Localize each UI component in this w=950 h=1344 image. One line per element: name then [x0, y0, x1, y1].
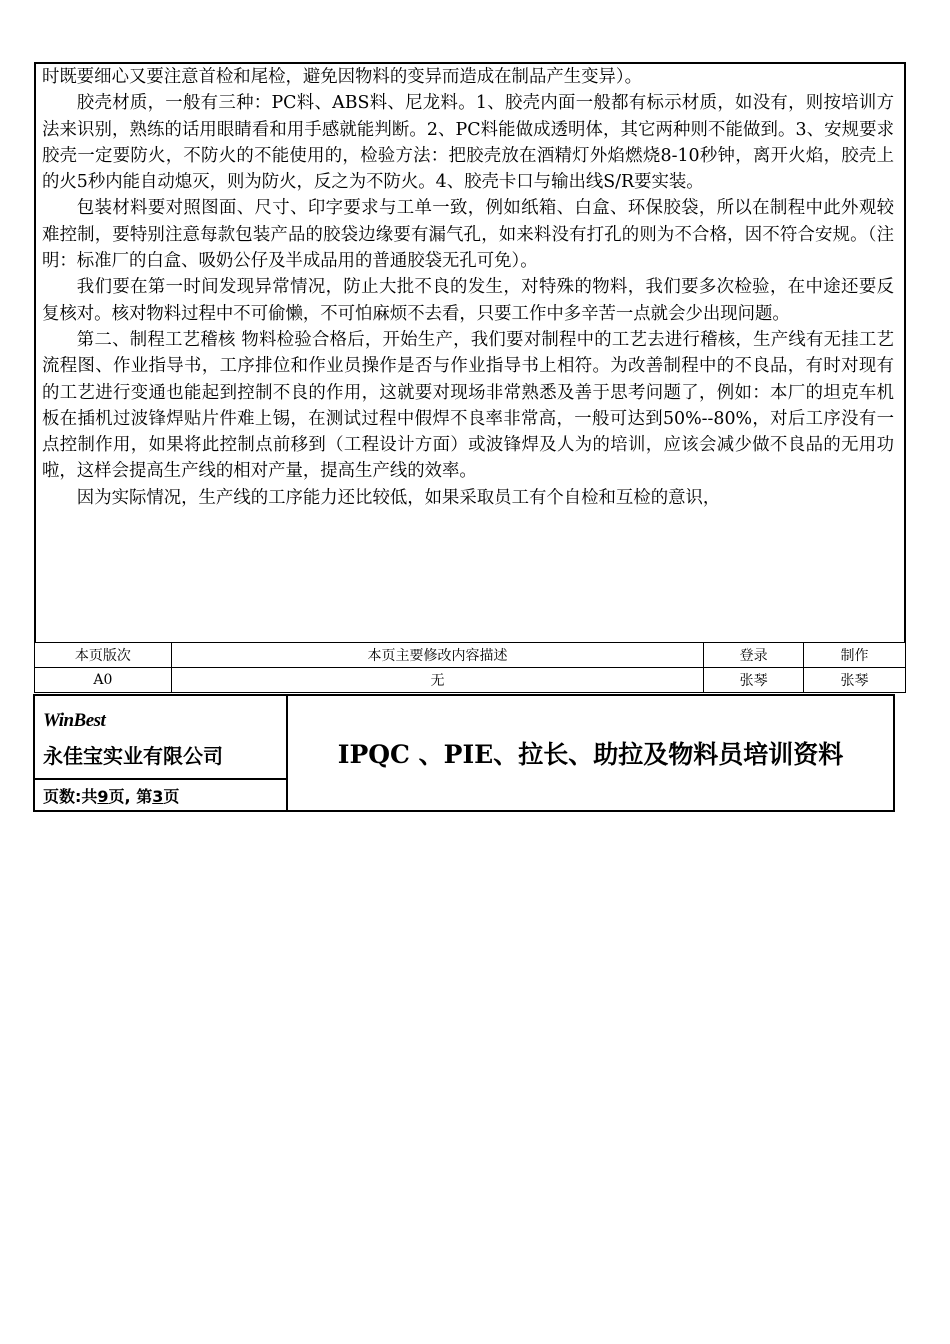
- page-total: 9: [97, 787, 109, 806]
- footer-box: [33, 694, 895, 812]
- paragraph: 包装材料要对照图面、尺寸、印字要求与工单一致，例如纸箱、白盒、环保胶袋，所以在制程中此外观较难控制，要特别注意每款包装产品的胶袋边缘要有漏气孔，如来料没有打孔的则为不合格，因不符合安规。（注明：标准厂的白盒、吸奶公仔及半成品用的普通胶袋无孔可免）。: [42, 198, 894, 272]
- table-row: [35, 668, 906, 693]
- table-header-row: [35, 643, 906, 668]
- header-cell-description: 本页主要修改内容描述: [171, 643, 703, 668]
- page-current: 3: [152, 787, 164, 806]
- company-name: 永佳宝实业有限公司: [43, 744, 223, 768]
- document-title: IPQC 、PIE、拉长、助拉及物料员培训资料: [337, 740, 844, 769]
- cell-registered: 张琴: [704, 668, 804, 693]
- page-count-prefix: 页数:共: [43, 787, 98, 806]
- document-body: [34, 62, 906, 642]
- paragraph: 时既要细心又要注意首检和尾检，避免因物料的变异而造成在制品产生变异）。: [42, 67, 642, 87]
- cell-description: 无: [171, 668, 703, 693]
- page-count-mid: 页, 第: [108, 787, 153, 806]
- paragraph: 第二、制程工艺稽核 物料检验合格后，开始生产，我们要对制程中的工艺去进行稽核，生产线有无挂工艺流程图、作业指导书，工序排位和作业员操作是否与作业指导书上相符。为改善制程中的不良品，有时对现有的工艺进行变通也能起到控制不良的作用，这就要对现场非常熟悉及善于思考问题了，例如：本厂的坦克车机板在插机过波锋焊贴片件难上锡，在测试过程中假焊不良率非常高，一般可达到50%--80%，对后工序没有一点控制作用，如果将此控制点前移到（工程设计方面）或波锋焊及人为的培训，应该会减少做不良品的无用功啦，这样会提高生产线的相对产量，提高生产线的效率。: [42, 329, 894, 482]
- cell-author: 张琴: [804, 668, 906, 693]
- company-logo: WinBest: [43, 710, 106, 731]
- divider: [35, 778, 286, 780]
- paragraph: 胶壳材质，一般有三种：PC料、ABS料、尼龙料。1、胶壳内面一般都有标示材质，如没有，则按培训方法来识别，熟练的话用眼睛看和用手感就能判断。2、PC料能做成透明体，其它两种则不能做到。3、安规要求胶壳一定要防火，不防火的不能使用的，检验方法：把胶壳放在酒精灯外焰燃烧8-10秒钟，离开火焰，胶壳上的火5秒内能自动熄灭，则为防火，反之为不防火。4、胶壳卡口与输出线S/R要实装。: [42, 93, 894, 193]
- header-cell-version: 本页版次: [35, 643, 172, 668]
- body-text: [42, 64, 894, 511]
- company-block: [35, 696, 288, 810]
- page-count: [43, 784, 179, 807]
- revision-table: [34, 642, 906, 693]
- paragraph: 因为实际情况，生产线的工序能力还比较低，如果采取员工有个自检和互检的意识，: [76, 487, 721, 508]
- cell-version: A0: [35, 668, 172, 693]
- paragraph: 我们要在第一时间发现异常情况，防止大批不良的发生，对特殊的物料，我们要多次检验，在中途还要反复核对。核对物料过程中不可偷懒，不可怕麻烦不去看，只要工作中多辛苦一点就会少出现问题。: [42, 277, 894, 324]
- header-cell-author: 制作: [804, 643, 906, 668]
- header-cell-registered: 登录: [704, 643, 804, 668]
- page-count-suffix: 页: [163, 787, 180, 806]
